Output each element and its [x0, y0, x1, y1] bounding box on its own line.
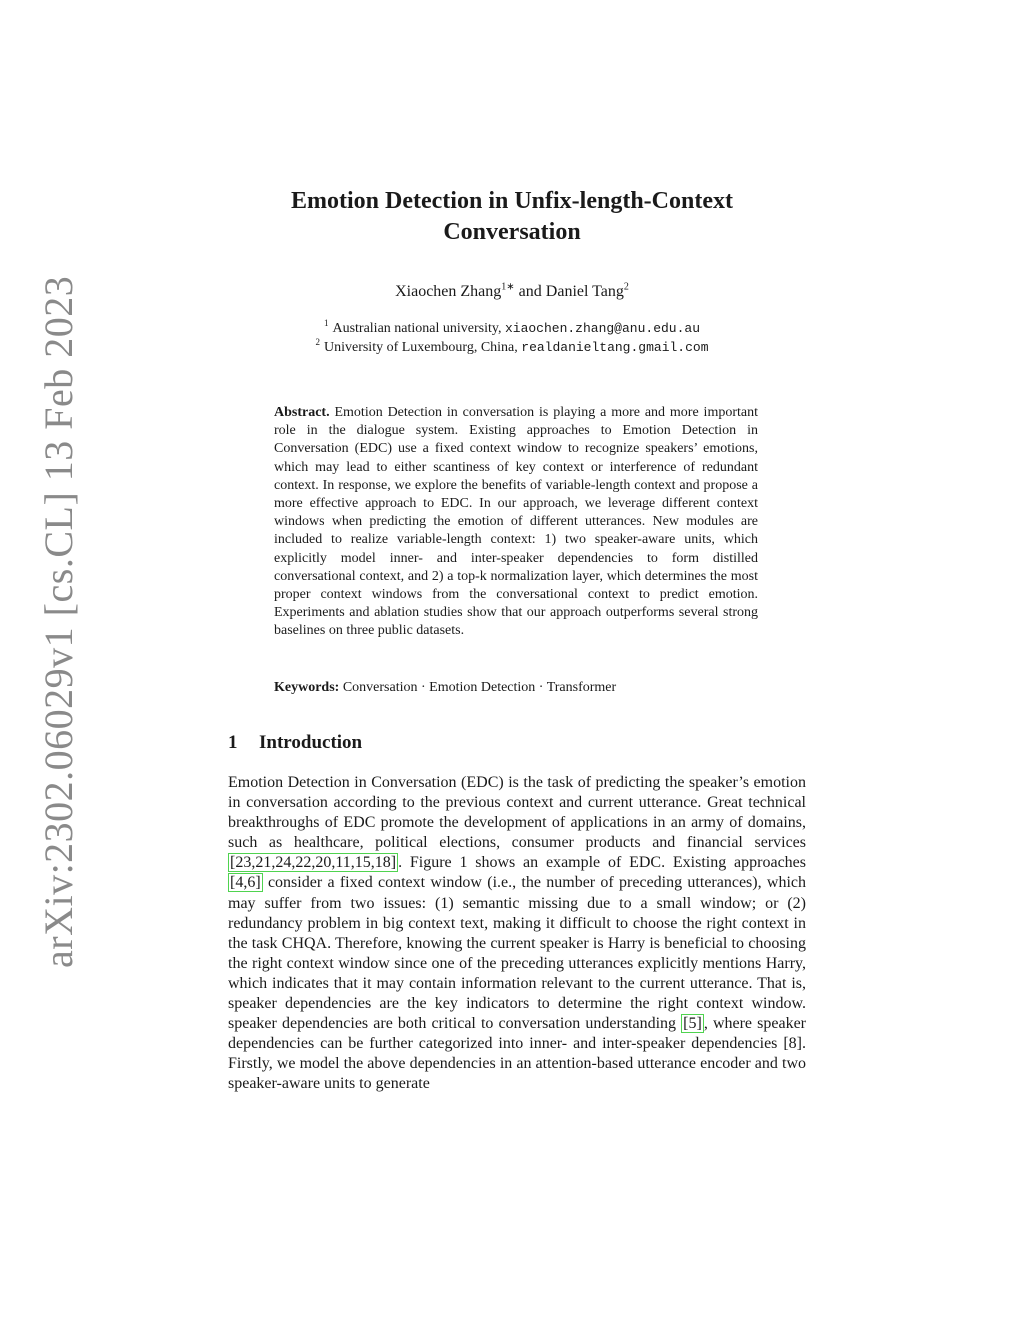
author-2-affiliation-mark: 2 — [623, 281, 629, 293]
intro-text-3: consider a fixed context window (i.e., the number of preceding utterances), which may suffer from two issues: (1) semantic missing due to a small window; or (2) redundancy problem in big context text, making it difficult to choose the right context in the task CHQA. Therefore, knowing the current speaker is Harry is beneficial to choosing the right context window since one of the preceding utterances explicitly mentions Harry, which indicates that it may contain information relevant to the current utterance. That is, speaker dependencies are the key indicators to determine the right context window. speaker dependencies are both critical to conversation understanding — [228, 874, 806, 1033]
citation-link[interactable]: [23,21,24,22,20,11,15,18] — [230, 854, 397, 872]
author-1-affiliation-mark: 1∗ — [501, 281, 515, 293]
affiliation-1-number: 1 — [323, 318, 329, 329]
section-heading — [228, 731, 362, 755]
keywords-label: Keywords: — [274, 680, 340, 695]
arxiv-identifier: arXiv:2302.06029v1 [cs.CL] 13 Feb 2023 — [36, 275, 81, 968]
affiliation-1-email[interactable]: xiaochen.zhang@anu.edu.au — [504, 321, 701, 336]
affiliation-1-text: Australian national university, — [332, 321, 505, 336]
affiliation-2-email[interactable]: realdanieltang.gmail.com — [521, 340, 709, 355]
section-number: 1 — [228, 732, 238, 753]
intro-text-4: , where speaker dependencies can be further categorized into inner- and inter-speaker dependencies [8]. Firstly, we model the above dependencies in an attention-based utterance encoder and two speaker-aware units to generate — [228, 1015, 806, 1093]
affiliation-2-text: University of Luxembourg, China, — [323, 340, 522, 355]
section-title: Introduction — [259, 732, 363, 753]
abstract-label: Abstract. — [274, 405, 330, 420]
affiliation-2-number: 2 — [315, 337, 320, 348]
introduction-paragraph — [228, 773, 806, 1095]
citation-link[interactable]: [4,6] — [230, 874, 261, 892]
author-2: Daniel Tang — [545, 283, 624, 300]
author-list — [0, 283, 1024, 301]
author-1: Xiaochen Zhang — [395, 283, 502, 300]
affiliation-1 — [0, 319, 1024, 339]
abstract-text: Emotion Detection in conversation is playing a more and more important role in the dialogue system. Existing approaches to Emotion Detection in Conversation (EDC) use a fixed context window to recognize speakers’ emotions, which may lead to either scantiness of key context or interference of redundant context. In response, we explore the benefits of variable-length context and propose a more effective approach to EDC. In our approach, we leverage different context windows when predicting the emotion of different utterances. New modules are included to realize variable-length context: 1) two speaker-aware units, which explicitly model inner- and inter-speaker dependencies to form distilled conversational context, and 2) a top-k normalization layer, which determines the most proper context windows from the conversational context to predict emotion. Experiments and ablation studies show that our approach outperforms several strong baselines on three public datasets. — [274, 405, 758, 639]
intro-text-2: . Figure 1 shows an example of EDC. Existing approaches — [398, 854, 806, 872]
affiliation-2 — [0, 338, 1024, 358]
citation-link[interactable]: [5] — [683, 1015, 702, 1033]
paper-title — [0, 186, 1024, 248]
author-conjunction: and — [514, 283, 546, 300]
intro-text-1: Emotion Detection in Conversation (EDC) is the task of predicting the speaker’s emotion in conversation according to the previous context and current utterance. Great technical breakthroughs of EDC promote the development of applications in an army of domains, such as healthcare, political elections, consumer products and financial services — [228, 774, 806, 852]
keywords — [274, 679, 758, 697]
title-line-2: Conversation — [443, 219, 581, 245]
abstract — [274, 404, 758, 641]
title-line-1: Emotion Detection in Unfix-length-Context — [291, 188, 733, 214]
keywords-text: Conversation · Emotion Detection · Transformer — [339, 680, 617, 695]
